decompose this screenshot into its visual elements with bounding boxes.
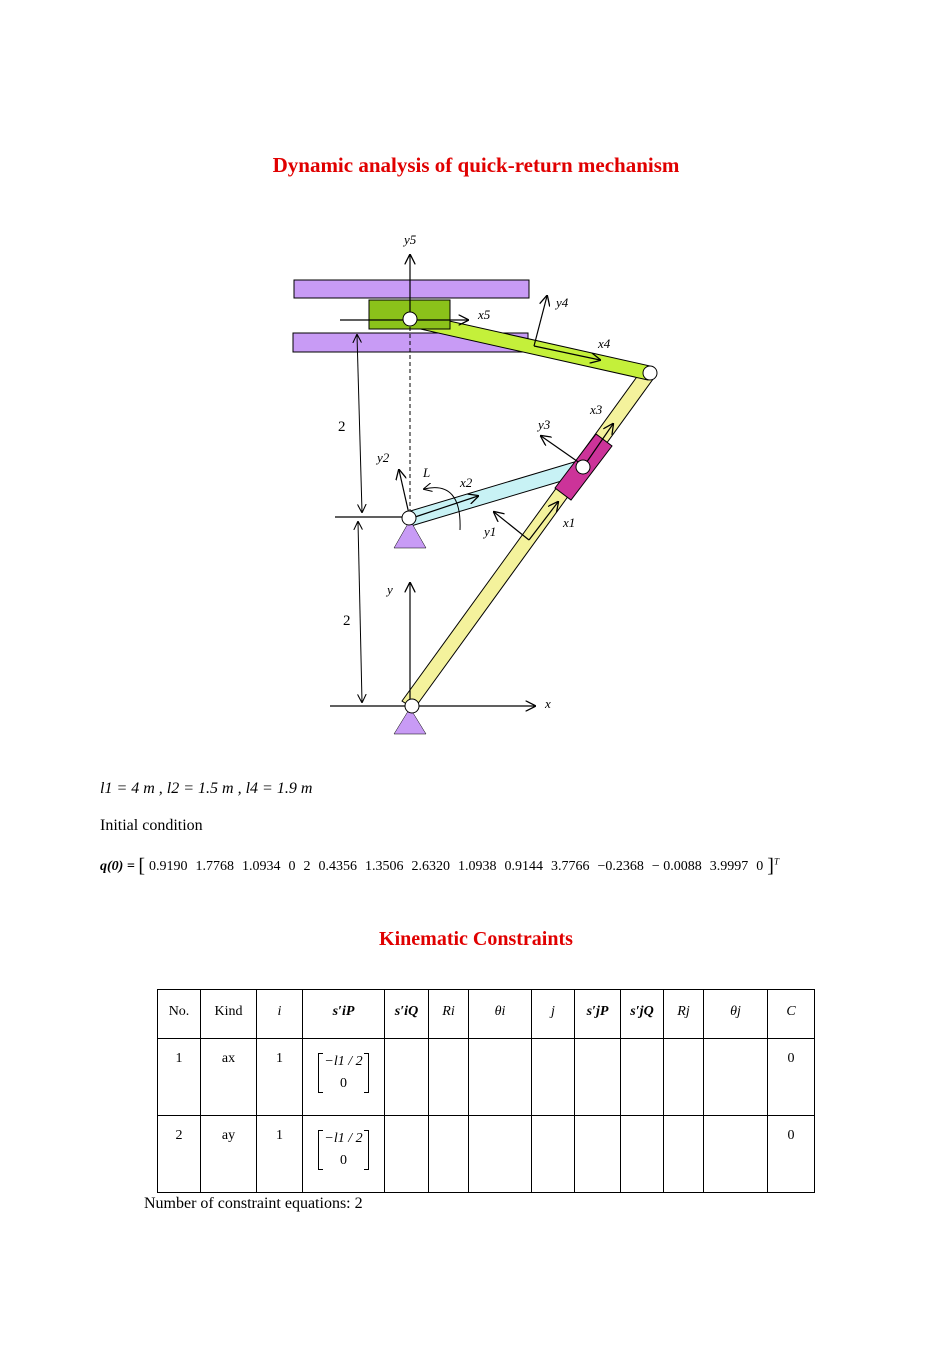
col-header: s′jQ: [621, 990, 664, 1039]
col-header: C: [768, 990, 815, 1039]
q0-value: −0.2368: [597, 859, 644, 874]
label-x1: x1: [563, 515, 576, 530]
col-header: s′iP: [303, 990, 385, 1039]
pin-ground-3: [405, 699, 419, 713]
label-x4: x4: [598, 336, 611, 351]
q0-prefix: q(0) =: [100, 859, 135, 874]
q0-value: 2: [303, 859, 311, 874]
col-header: i: [257, 990, 303, 1039]
col-header: s′iQ: [385, 990, 429, 1039]
q0-value: 0.9144: [504, 859, 543, 874]
page-title: Dynamic analysis of quick-return mechanism: [272, 153, 680, 177]
constraints-table: [157, 989, 815, 1193]
initial-condition-vector: q(0) = [ 0.9190 1.7768 1.0934 0 2 0.4356 1.3506 2.6320 1.0938 0.9144 3.7766 −0.2368 − 0.0088 3.9997 0 ]$^T$: [100, 855, 779, 877]
label-y3: y3: [538, 417, 551, 432]
mechanism-figure: [280, 225, 680, 745]
label-y: y: [387, 582, 393, 597]
section-title: Kinematic Constraints: [379, 928, 573, 950]
vector-cell: −l1 / 2 0: [318, 1128, 368, 1172]
label-y2: y2: [377, 450, 390, 465]
pin-ground-2: [402, 511, 416, 525]
q0-value: 1.0934: [241, 859, 281, 874]
label-x5: x5: [478, 307, 491, 322]
constraint-count: Number of constraint equations: 2: [144, 1195, 363, 1212]
q0-values: [145, 859, 767, 874]
q0-value: − 0.0088: [651, 859, 702, 874]
dim-label-top: 2: [338, 419, 346, 435]
q0-value: 2.6320: [411, 859, 450, 874]
col-header: No.: [158, 990, 201, 1039]
col-header: s′jP: [575, 990, 621, 1039]
label-x: x: [545, 696, 551, 711]
initial-condition-label: Initial condition: [100, 817, 203, 834]
col-header: j: [532, 990, 575, 1039]
label-x2: x2: [460, 475, 473, 490]
q0-value: 0.9190: [148, 859, 188, 874]
link3-rod: [402, 367, 656, 709]
col-header: θj: [704, 990, 768, 1039]
pin-slider5: [403, 312, 417, 326]
label-y4: y4: [556, 295, 569, 310]
q0-value: 1.7768: [195, 859, 234, 874]
q0-value: 1.3506: [364, 859, 404, 874]
q0-value: 0: [756, 859, 764, 874]
label-y1: y1: [484, 524, 497, 539]
label-x3: x3: [590, 402, 603, 417]
table-row: 2 ay 1 −l1 / 2 0 0: [158, 1116, 815, 1193]
upper-guide: [294, 280, 529, 298]
dim-label-bottom: 2: [343, 613, 351, 629]
parameters-line: l1 = 4 m , l2 = 1.5 m , l4 = 1.9 m: [100, 780, 313, 797]
transpose-mark: T: [773, 856, 779, 867]
label-y5: y5: [404, 232, 417, 247]
col-header: Rj: [664, 990, 704, 1039]
col-header: Ri: [429, 990, 469, 1039]
col-header: Kind: [201, 990, 257, 1039]
q0-value: 0.4356: [318, 859, 357, 874]
q0-value: 3.7766: [550, 859, 590, 874]
table-row: 1 ax 1 −l1 / 2 0 0: [158, 1039, 815, 1116]
q0-value: 3.9997: [709, 859, 749, 874]
col-header: θi: [469, 990, 532, 1039]
label-L: L: [423, 465, 431, 480]
q0-value: 1.0938: [457, 859, 497, 874]
q0-value: 0: [288, 859, 296, 874]
pin-link2-slider: [576, 460, 590, 474]
pin-link4-link3: [643, 366, 657, 380]
vector-cell: −l1 / 2 0: [318, 1051, 368, 1095]
